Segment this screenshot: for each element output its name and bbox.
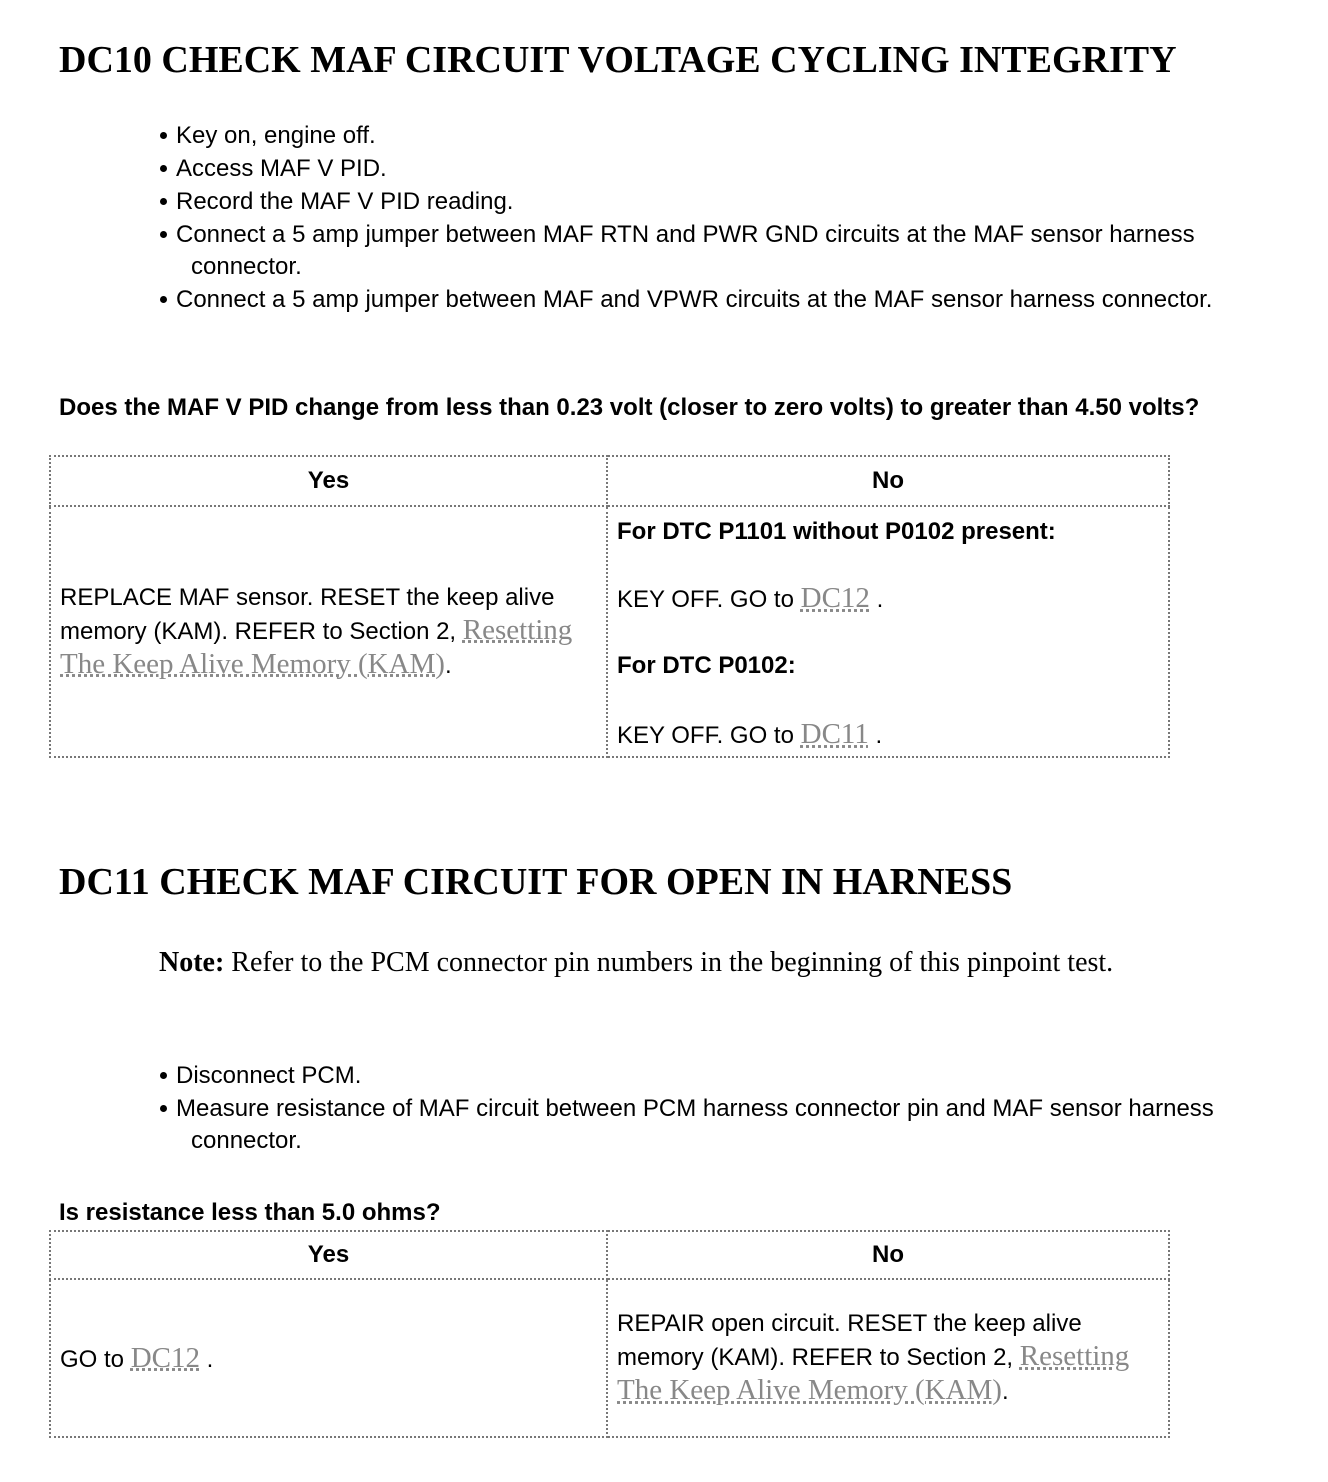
list-item: Access MAF V PID. [0,153,1251,185]
kam-reset-link[interactable]: Resetting The Keep Alive Memory (KAM) [617,1340,1130,1406]
dc10-step-list [0,120,1251,317]
bullet-icon [160,198,167,205]
dc11-step-list [0,1060,1251,1158]
no-action-1: KEY OFF. GO to DC12 . [617,582,884,614]
list-item: Connect a 5 amp jumper between MAF RTN and PWR GND circuits at the MAF sensor harness connector. [0,219,1251,283]
dc10-result-table [49,455,1170,758]
bullet-icon [160,165,167,172]
no-condition-1: For DTC P1101 without P0102 present: [617,518,1056,545]
note-label: Note: [159,947,225,978]
dc11-link[interactable]: DC11 [800,718,869,750]
dc12-link[interactable]: DC12 [800,582,870,614]
dc11-question: Is resistance less than 5.0 ohms? [59,1199,441,1226]
no-action-2: KEY OFF. GO to DC11 . [617,718,883,750]
list-item: Key on, engine off. [0,120,1251,152]
kam-reset-link[interactable]: Resetting The Keep Alive Memory (KAM) [60,613,573,680]
no-header: No [607,1231,1169,1279]
dc12-link[interactable]: DC12 [130,1341,200,1374]
list-item: Connect a 5 amp jumper between MAF and VPWR circuits at the MAF sensor harness connector. [0,284,1251,316]
no-header: No [607,456,1169,506]
dc10-heading: DC10 CHECK MAF CIRCUIT VOLTAGE CYCLING INTEGRITY [59,39,1177,81]
dc11-heading: DC11 CHECK MAF CIRCUIT FOR OPEN IN HARNESS [59,861,1013,903]
bullet-icon [160,132,167,139]
yes-cell: REPLACE MAF sensor. RESET the keep alive memory (KAM). REFER to Section 2, Resetting The Keep Alive Memory (KAM). [50,506,607,757]
list-item: Record the MAF V PID reading. [0,186,1251,218]
note-paragraph: Note: Refer to the PCM connector pin numbers in the beginning of this pinpoint test. [159,947,1114,978]
no-condition-2: For DTC P0102: [617,652,796,679]
yes-header: Yes [50,1231,607,1279]
list-item: Measure resistance of MAF circuit between PCM harness connector pin and MAF sensor harness connector. [0,1093,1251,1157]
list-item: Disconnect PCM. [0,1060,1251,1092]
dc10-question: Does the MAF V PID change from less than 0.23 volt (closer to zero volts) to greater than 4.50 volts? [59,394,1200,421]
bullet-icon [160,231,167,238]
bullet-icon [160,296,167,303]
bullet-icon [160,1105,167,1112]
yes-header: Yes [50,456,607,506]
no-cell [607,506,1169,757]
dc11-result-table [49,1230,1170,1438]
no-cell: REPAIR open circuit. RESET the keep alive memory (KAM). REFER to Section 2, Resetting The Keep Alive Memory (KAM). [607,1279,1169,1437]
bullet-icon [160,1072,167,1079]
yes-cell: GO to DC12 . [50,1279,607,1437]
